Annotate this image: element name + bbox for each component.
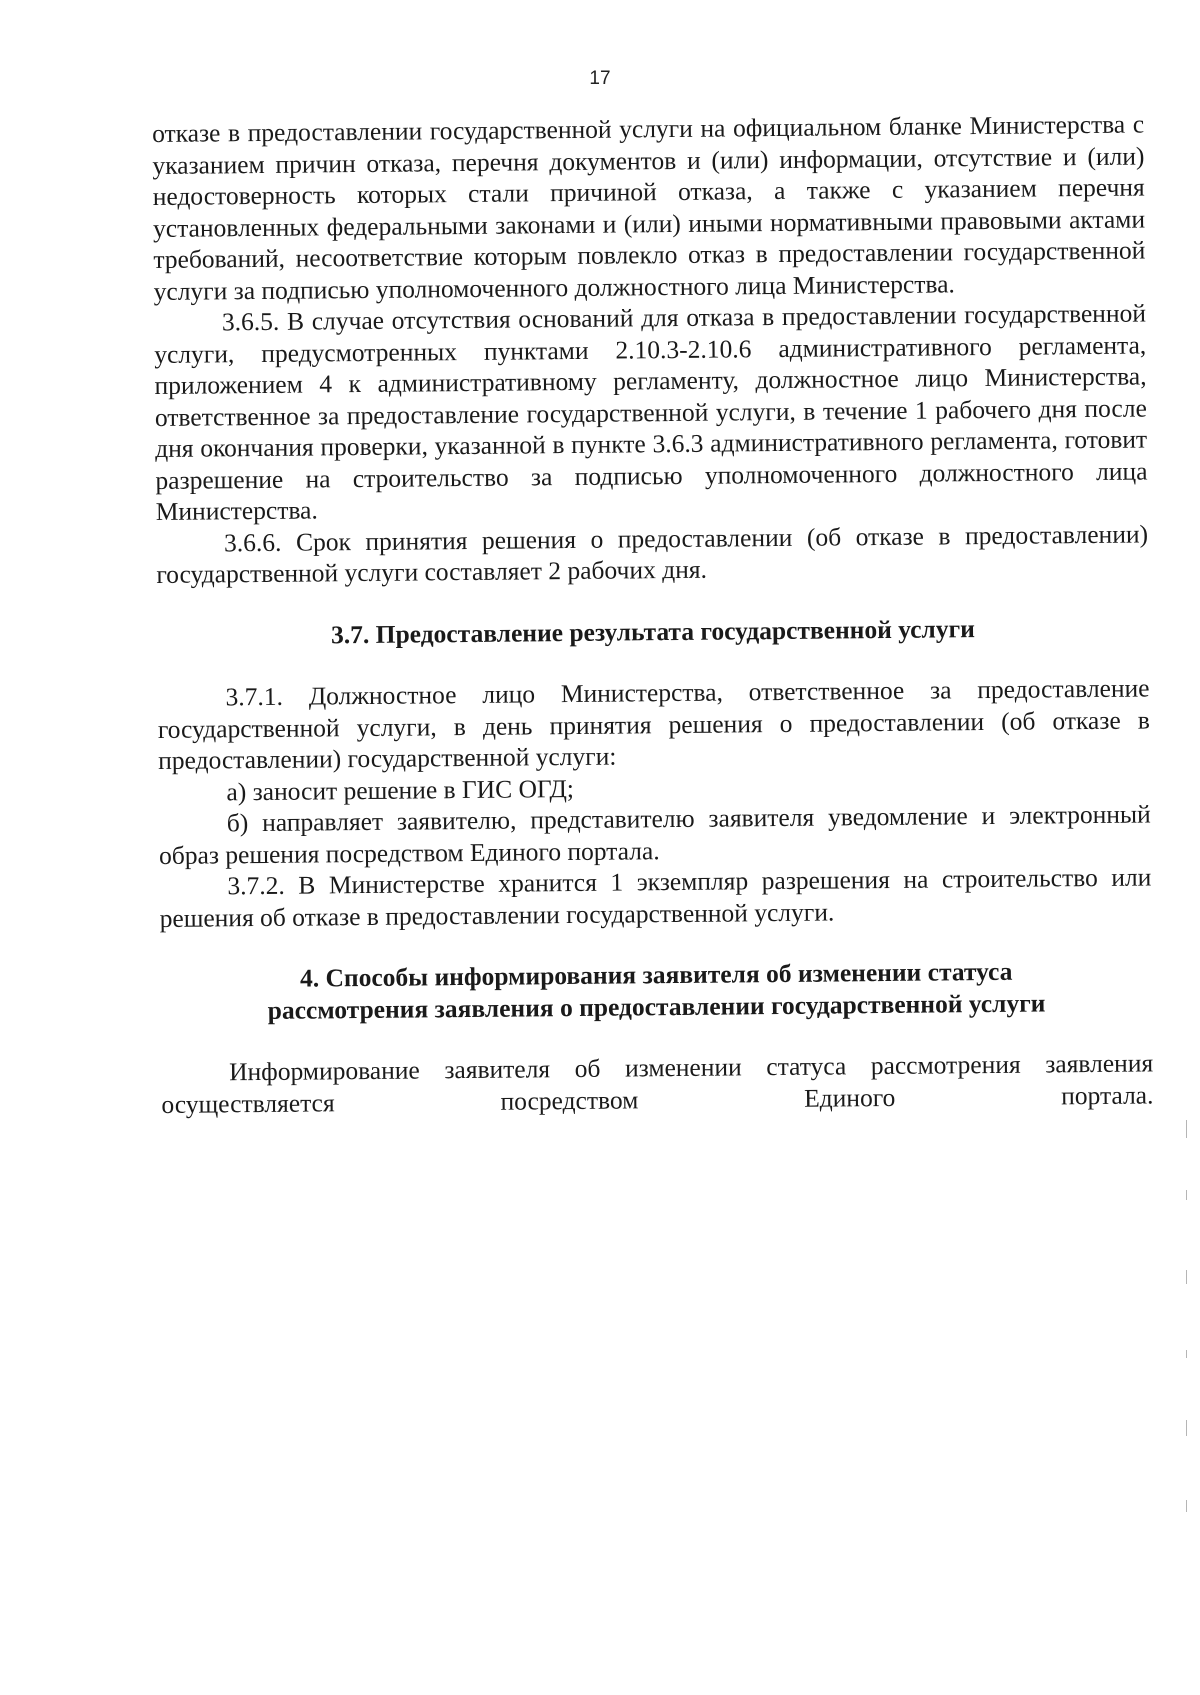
paragraph-3-7-1-b: б) направляет заявителю, представителю заявителя уведомление и электронный образ решения посредством Единого портала. <box>158 799 1151 870</box>
document-body <box>152 108 1154 1119</box>
paragraph-3-7-2: 3.7.2. В Министерстве хранится 1 экземпляр разрешения на строительство или решения об отказе в предоставлении государственной услуги. <box>159 862 1152 933</box>
paragraph-3-6-6: 3.6.6. Срок принятия решения о предоставлении (об отказе в предоставлении) государственной услуги составляет 2 рабочих дня. <box>156 518 1149 589</box>
paragraph-continuation: отказе в предоставлении государственной услуги на официальном бланке Министерства с указанием причин отказа, перечня документов и (или) информации, отсутствие и (или) недостоверность которых стали причиной отказа, а также с указанием перечня установленных федеральными законами и (или) иными нормативными правовыми актами требований, несоответствие которым повлекло отказ в предоставлении государственной услуги за подписью уполномоченного должностного лица Министерства. <box>152 109 1146 306</box>
paragraph-3-6-5: 3.6.5. В случае отсутствия оснований для отказа в предоставлении государственной услуги, предусмотренных пунктами 2.10.3-2.10.6 административного регламента, приложением 4 к административному регламенту, должностное лицо Министерства, ответственное за предоставление государственной услуги, в течение 1 рабочего дня после дня окончания проверки, указанной в пункте 3.6.3 административного регламента, готовит разрешение на строительство за подписью уполномоченного должностного лица Министерства. <box>154 298 1148 526</box>
section-heading-4-line1: 4. Способы информирования заявителя об изменении статуса <box>299 956 1013 993</box>
paragraph-4: Информирование заявителя об изменении статуса рассмотрения заявления осуществляется посредством Единого портала. <box>161 1048 1154 1119</box>
paragraph-3-7-1-a: а) заносит решение в ГИС ОГД; <box>226 773 575 806</box>
section-heading-4 <box>160 954 1153 1027</box>
page-number: 17 <box>589 68 611 89</box>
section-heading-3-7: 3.7. Предоставление результата государственной услуги <box>330 613 975 649</box>
scan-edge-marks <box>1186 1120 1188 1540</box>
paragraph-3-7-1: 3.7.1. Должностное лицо Министерства, ответственное за предоставление государственной услуги, в день принятия решения о предоставлении (об отказе в предоставлении) государственной услуги: <box>157 673 1150 775</box>
section-heading-4-line2: рассмотрения заявления о предоставлении государственной услуги <box>267 987 1046 1025</box>
